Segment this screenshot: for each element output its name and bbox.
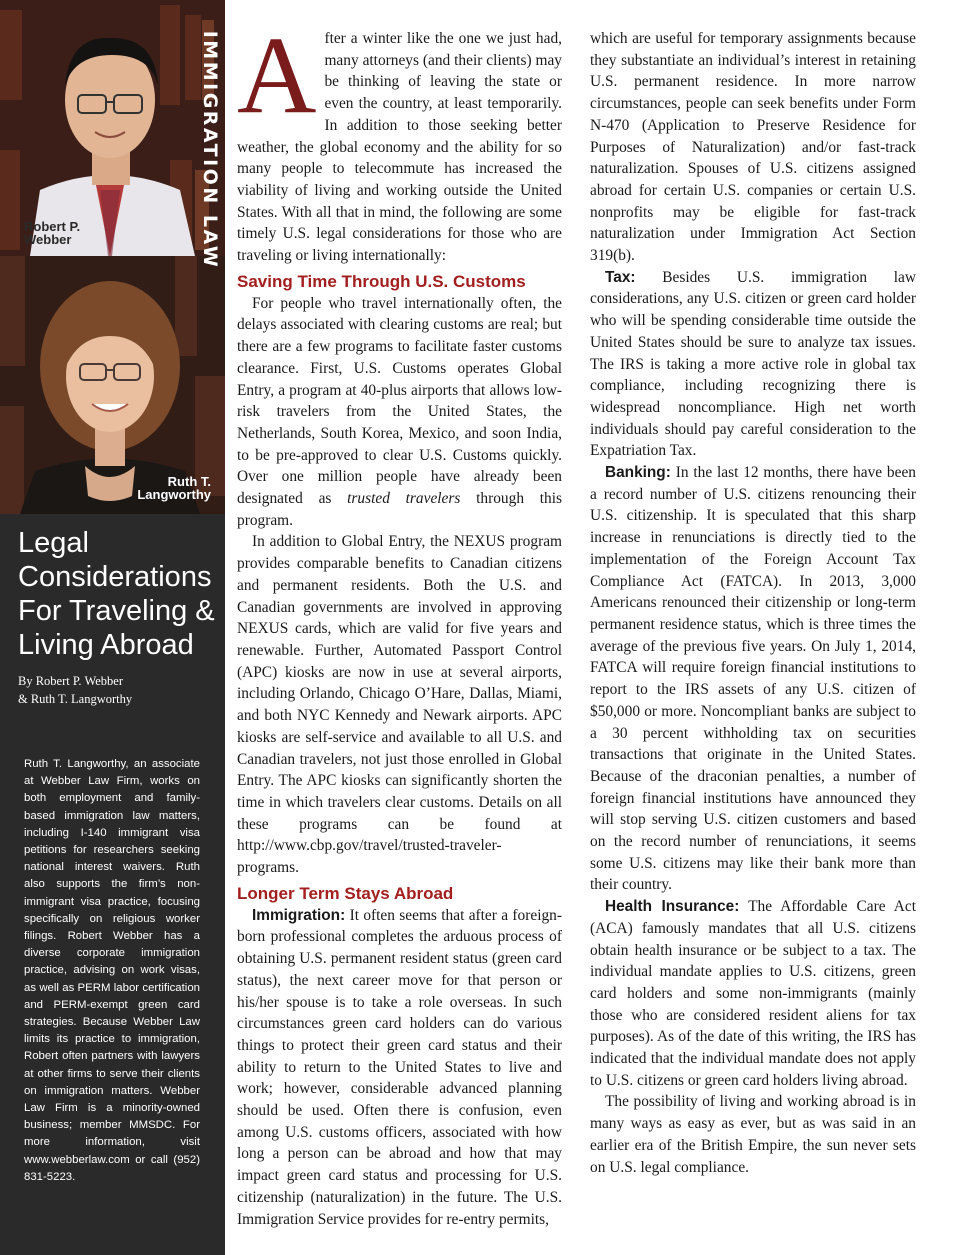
health-paragraph	[590, 896, 916, 1091]
tax-label: Tax:	[605, 268, 636, 286]
customs-p1-text: For people who travel internationally often, the delays associated with clearing customs are real; but there are a few programs to facilitate faster customs clearance. First, U.S. Customs operates Global Entry, a program at 40-plus airports that allows low-risk travelers from the United States, the Netherlands, South Korea, Mexico, and soon India, to be pre-approved to clear U.S. Customs quickly. Over one million people have already been designated as	[237, 294, 562, 508]
author-sidebar	[0, 0, 225, 1255]
caption-webber-line1: Robert P.	[24, 219, 81, 234]
customs-p1-end: through this program.	[237, 490, 563, 529]
article-column-2	[590, 28, 916, 1178]
intro-text: fter a winter like the one we just had, many attorneys (and their clients) may be thinking of leaving the state or even the country, at least temporarily. In addition to those seeking better weather, the global economy and the ability for so many people to telecommute has increased the viability of living and working outside the United States. With all that in mind, the following are some timely U.S. legal considerations for those who are traveling or living internationally:	[237, 30, 562, 265]
customs-p1-italic: trusted travelers	[347, 490, 461, 508]
caption-webber-line2: Webber	[24, 232, 72, 247]
byline	[18, 672, 218, 708]
section-label-text: IMMIGRATION LAW	[199, 30, 221, 270]
reentry-paragraph: which are useful for temporary assignments because they substantiate an individual’s interest in retaining U.S. permanent residence. In more narrow circumstances, people can seek benefits under Form N-470 (Application to Preserve Residence for Purposes of Naturalization) and/or fast-track naturalization. Spouses of U.S. citizens assigned abroad for certain U.S. companies or certain U.S. nonprofits may be eligible for fast-track naturalization under Immigration Act Section 319(b).	[590, 30, 916, 265]
immigration-label: Immigration:	[252, 906, 346, 924]
immigration-paragraph	[237, 905, 562, 1231]
title-line: Living Abroad	[18, 629, 194, 661]
customs-paragraph-1	[237, 293, 562, 532]
health-label: Health Insurance:	[605, 898, 740, 916]
tax-text: Besides U.S. immigration law considerations, any U.S. citizen or green card holder who will be spending considerable time outside the United States should be sure to analyze tax issues. The IRS is taking a more active role in global tax compliance, including recognizing there is widespread noncompliance. High net worth individuals should pay careful consideration to the Expatriation Tax.	[590, 268, 916, 460]
customs-paragraph-2: In addition to Global Entry, the NEXUS program provides comparable benefits to Canadian citizens and permanent residents. Both the U.S. and Canadian governments are involved in approving NEXUS cards, which are valid for five years and renewable. Further, Automated Passport Control (APC) kiosks are now in use at several airports, including Orlando, Chicago O’Hare, Dallas, Miami, and both NYC Kennedy and Newark airports. APC kiosks are self-service and available to all U.S. and Canadian travelers, not just those enrolled in Global Entry. The APC kiosks can significantly shorten the time in which travelers clear customs. Details on all these programs can be found at http://www.cbp.gov/travel/trusted-traveler-programs.	[237, 533, 562, 877]
photo-caption-langworthy	[137, 475, 211, 501]
health-text: The Affordable Care Act (ACA) famously mandates that all U.S. citizens obtain health insurance or be subject to a tax. The individual mandate applies to U.S. citizens, green card holders and some non-immigrants (mainly those who are considered resident aliens for tax purposes). As of the date of this writing, the IRS has indicated that the individual mandate does not apply to U.S. citizens or green card holders living abroad.	[590, 898, 916, 1089]
title-line: Considerations	[18, 561, 212, 593]
title-line: Legal	[18, 527, 89, 559]
photo-caption-webber	[24, 220, 80, 246]
drop-cap: A	[237, 14, 317, 136]
banking-text: In the last 12 months, there have been a record number of U.S. citizens renouncing their U.S. citizenship. It is speculated that this sharp increase in renunciations is directly tied to the implementation of the Foreign Account Tax Compliance Act (FATCA). In 2013, 3,000 Americans renounced their citizenship or long-term permanent residence status, which is three times the average of the previous five years. On July 1, 2014, FATCA will require foreign financial institutions to report to the IRS assets of any U.S. citizen of $50,000 or more. Noncompliant banks are subject to a 30 percent withholding tax on securities transactions that originate in the United States. Because of the draconian penalties, a number of foreign financial institutions have announced they will stop serving U.S. citizen customers and based on the record number of renunciations, it seems some U.S. citizens may like their bank more than their country.	[590, 464, 916, 894]
intro-paragraph	[237, 14, 562, 267]
caption-langworthy-line1: Ruth T.	[167, 474, 211, 489]
caption-langworthy-line2: Langworthy	[137, 487, 211, 502]
banking-paragraph	[590, 462, 916, 896]
author-photo-webber	[0, 0, 225, 256]
article-title	[18, 526, 218, 662]
portrait-webber-illustration	[0, 0, 225, 256]
byline-line: By Robert P. Webber	[18, 674, 124, 688]
author-bio: Ruth T. Langworthy, an associate at Webber Law Firm, works on both employment and family-based immigration law matters, including I-140 immigrant visa petitions for researchers seeking national interest waivers. Ruth also supports the firm’s non-immigrant visa practice, focusing specifically on religious worker filings. Robert Webber has a diverse corporate immigration practice, advising on work visas, as well as PERM labor certification and PERM-exempt green card strategies. Because Webber Law limits its practice to immigration, Robert often partners with lawyers at other firms to serve their clients on immigration matters. Webber Law Firm is a minority-owned business; member MMSDC. For more information, visit www.webberlaw.com or call (952) 831-5223.	[24, 758, 200, 1183]
byline-line: & Ruth T. Langworthy	[18, 692, 133, 706]
closing-paragraph: The possibility of living and working abroad is in many ways as easy as ever, but as was said in an earlier era of the British Empire, the sun never sets on U.S. legal compliance.	[590, 1093, 916, 1176]
section-label	[193, 30, 227, 270]
banking-label: Banking:	[605, 464, 671, 482]
immigration-text: It often seems that after a foreign-born professional completes the arduous process of obtaining U.S. permanent resident status (green card status), the next career move for that person or his/her spouse is to take a role overseas. In such circumstances green card holders can do various things to protect their green card status and their ability to return to the United States to live and work; however, considerable advanced planning should be used. Often there is confusion, even among U.S. customs officers, associated with how long a person can be abroad and how that may impact green card status and processing for U.S. citizenship (naturalization) in the future. The U.S. Immigration Service provides for re-entry permits,	[237, 906, 562, 1228]
tax-paragraph	[590, 267, 916, 462]
subheading-customs: Saving Time Through U.S. Customs	[237, 271, 526, 291]
article-column-1	[237, 14, 563, 1230]
subheading-stays: Longer Term Stays Abroad	[237, 883, 454, 903]
title-line: For Traveling &	[18, 595, 215, 627]
author-photo-langworthy	[0, 256, 225, 514]
